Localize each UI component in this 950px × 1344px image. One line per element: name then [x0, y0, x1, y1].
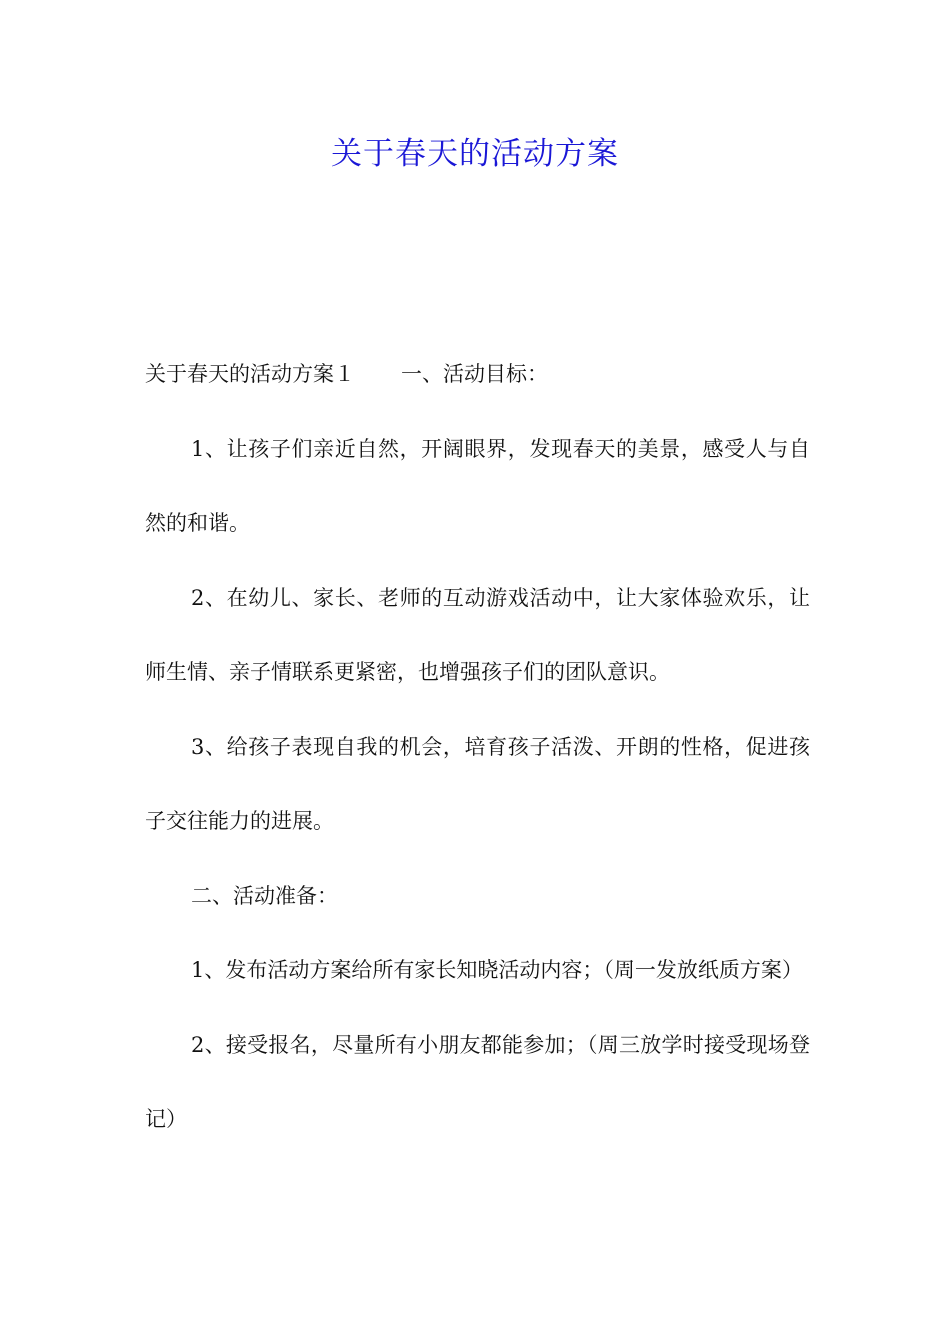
first-line	[145, 337, 810, 412]
paragraph-goal-1: 1、让孩子们亲近自然，开阔眼界，发现春天的美景，感受人与自然的和谐。	[145, 436, 810, 535]
paragraph-goal-2: 2、在幼儿、家长、老师的互动游戏活动中，让大家体验欢乐，让师生情、亲子情联系更紧密，也增强孩子们的团队意识。	[145, 585, 810, 684]
section-heading-inline: 关于春天的活动方案１	[145, 362, 355, 386]
preparation-heading: 二、活动准备：	[191, 883, 338, 908]
paragraph-prep-1: 1、发布活动方案给所有家长知晓活动内容；（周一发放纸质方案）	[191, 958, 803, 982]
paragraph-goal-3: 3、给孩子表现自我的机会，培育孩子活泼、开朗的性格，促进孩子交往能力的进展。	[145, 734, 810, 833]
goal-heading: 一、活动目标：	[401, 362, 548, 386]
paragraph-prep-2: 2、接受报名，尽量所有小朋友都能参加；（周三放学时接受现场登记）	[145, 1032, 810, 1131]
document-body	[145, 337, 810, 1157]
document-title: 关于春天的活动方案	[331, 136, 619, 172]
